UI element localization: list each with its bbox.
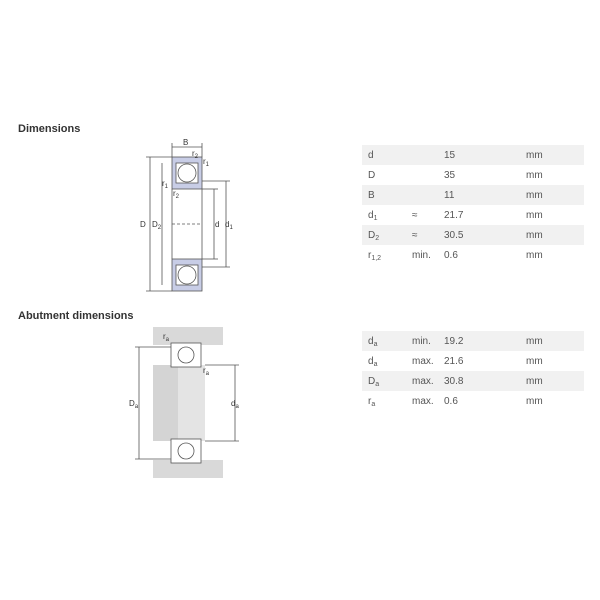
symbol-subscript: a — [373, 341, 378, 348]
table-row — [362, 331, 584, 351]
qualifier-cell: max. — [412, 356, 434, 367]
symbol-cell: $D_2$ — [368, 230, 380, 242]
value-cell: 30.5 — [444, 230, 464, 241]
qualifier-cell: max. — [412, 396, 434, 407]
unit-cell: mm — [526, 170, 543, 181]
table-row — [362, 145, 584, 165]
qualifier-cell: ≈ — [412, 230, 418, 241]
symbol-cell: $D_a$ — [368, 376, 380, 388]
unit-cell: mm — [526, 230, 543, 241]
abutment-dimensions-diagram — [125, 325, 255, 480]
symbol-subscript: a — [373, 361, 378, 368]
symbol-subscript: 1,2 — [371, 255, 382, 262]
symbol-cell: $d_a$ — [368, 356, 378, 368]
label-ra-top: $r_a$ — [163, 332, 170, 343]
unit-cell: mm — [526, 250, 543, 261]
value-cell: 0.6 — [444, 396, 458, 407]
label-r1-left: $r_1$ — [162, 179, 169, 190]
symbol-cell: $r_{1,2}$ — [368, 250, 382, 262]
bearing-dimensions-diagram — [130, 135, 250, 295]
table-row — [362, 391, 584, 411]
value-cell: 35 — [444, 170, 456, 181]
symbol-subscript: 1 — [373, 215, 378, 222]
label-r1-top: $r_1$ — [203, 157, 210, 168]
table-row — [362, 165, 584, 185]
label-ra-right: $r_a$ — [203, 366, 210, 377]
value-cell: 11 — [444, 190, 455, 201]
qualifier-cell: ≈ — [412, 210, 418, 221]
symbol-cell: D — [368, 170, 376, 181]
bearing-outline — [146, 143, 230, 291]
qualifier-cell: min. — [412, 250, 431, 261]
value-cell: 0.6 — [444, 250, 458, 261]
symbol-cell: B — [368, 190, 375, 201]
value-cell: 15 — [444, 150, 456, 161]
label-d: d — [215, 220, 220, 229]
table-row — [362, 351, 584, 371]
dimensions-title: Dimensions — [18, 123, 81, 135]
value-cell: 21.7 — [444, 210, 464, 221]
label-da: $d_a$ — [231, 399, 239, 410]
symbol-cell: $r_a$ — [368, 396, 376, 408]
label-d1: $d_1$ — [225, 220, 233, 231]
symbol-cell: $d_1$ — [368, 210, 378, 222]
top-ball — [178, 164, 196, 182]
unit-cell: mm — [526, 336, 543, 347]
value-cell: 30.8 — [444, 376, 464, 387]
label-r2-left: $r_2$ — [173, 189, 180, 200]
abutment-table — [362, 331, 584, 411]
unit-cell: mm — [526, 396, 543, 407]
unit-cell: mm — [526, 150, 543, 161]
qualifier-cell: max. — [412, 376, 434, 387]
dimensions-table — [362, 145, 584, 265]
label-r2-top: $r_2$ — [192, 149, 199, 160]
table-row — [362, 371, 584, 391]
unit-cell: mm — [526, 210, 543, 221]
value-cell: 19.2 — [444, 336, 464, 347]
label-Da: $D_a$ — [129, 399, 139, 410]
symbol-subscript: a — [375, 381, 380, 388]
bottom-ball — [178, 266, 196, 284]
qualifier-cell: min. — [412, 336, 431, 347]
symbol-cell: d — [368, 150, 374, 161]
symbol-subscript: 2 — [375, 235, 380, 242]
label-D: D — [140, 220, 146, 229]
table-row — [362, 245, 584, 265]
unit-cell: mm — [526, 356, 543, 367]
table-row — [362, 205, 584, 225]
table-row — [362, 185, 584, 205]
table-row — [362, 225, 584, 245]
label-D2: $D_2$ — [152, 220, 162, 231]
abutment-title: Abutment dimensions — [18, 310, 134, 322]
unit-cell: mm — [526, 376, 543, 387]
value-cell: 21.6 — [444, 356, 464, 367]
label-B: B — [183, 138, 189, 147]
unit-cell: mm — [526, 190, 543, 201]
symbol-subscript: a — [371, 401, 376, 408]
symbol-cell: $d_a$ — [368, 336, 378, 348]
